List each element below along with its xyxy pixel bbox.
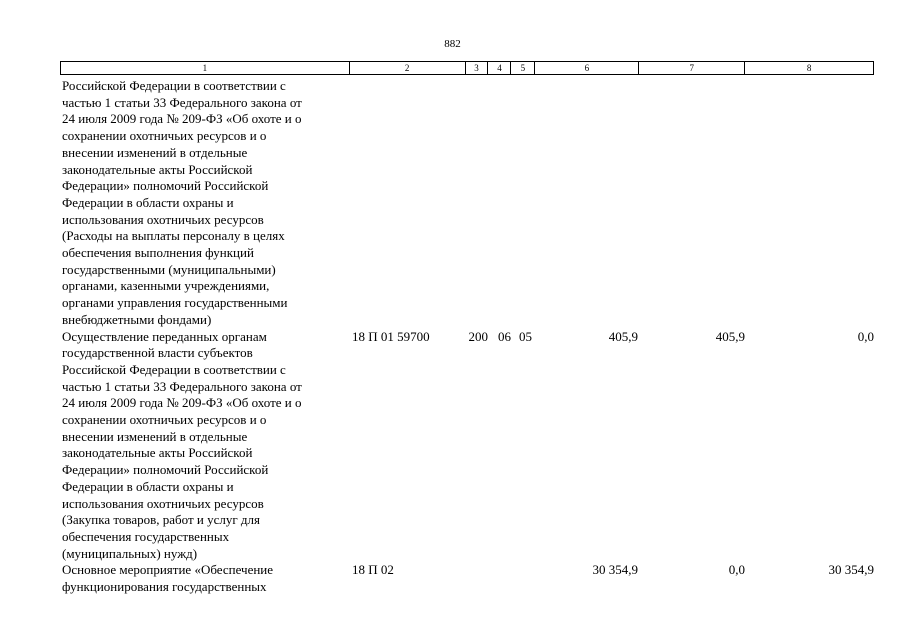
table-row: [60, 562, 880, 595]
row-value-col6: [535, 78, 639, 329]
table-row: [60, 329, 880, 563]
row-rz-cell: 06: [498, 328, 511, 344]
row-value-col8: 0,0: [857, 328, 874, 344]
row-name-line: Федерации в области охраны и: [62, 478, 234, 494]
row-value-col8: [745, 78, 874, 329]
row-name-line: частью 1 статьи 33 Федерального закона от: [62, 94, 302, 110]
row-name-line: Осуществление переданных органам: [62, 328, 267, 344]
header-col-4: 4: [488, 62, 511, 74]
row-pr-cell: [511, 78, 535, 329]
row-value-col6: 405,9: [608, 328, 638, 344]
row-name-line: (муниципальных) нужд): [62, 545, 198, 561]
row-name-line: обеспечения государственных: [62, 528, 230, 544]
row-name-line: Российской Федерации в соответствии с: [62, 78, 286, 93]
row-name-line: законодательные акты Российской: [62, 445, 253, 461]
row-name-line: органами, казенными учреждениями,: [62, 278, 270, 294]
row-name-line: (Закупка товаров, работ и услуг для: [62, 512, 260, 528]
row-value-col7: 0,0: [728, 562, 745, 578]
header-col-8: 8: [745, 62, 874, 74]
row-name-line: (Расходы на выплаты персоналу в целях: [62, 228, 285, 244]
header-col-7: 7: [639, 62, 745, 74]
row-name-line: внебюджетными фондами): [62, 311, 212, 327]
row-name-line: Российской Федерации в соответствии с: [62, 361, 286, 377]
page-number: 882: [444, 38, 461, 50]
row-code-cell: [349, 78, 465, 329]
row-rz-cell: [488, 78, 511, 329]
row-name-line: 24 июля 2009 года № 209-ФЗ «Об охоте и о: [62, 395, 302, 411]
table-row: [60, 78, 880, 329]
row-name-line: сохранении охотничьих ресурсов и о: [62, 128, 267, 144]
row-name-line: использования охотничьих ресурсов: [62, 495, 264, 511]
row-name-cell: [60, 562, 349, 595]
row-vr-cell: 200: [468, 328, 488, 344]
row-name-line: использования охотничьих ресурсов: [62, 211, 264, 227]
table-body: [60, 78, 880, 596]
row-name-line: сохранении охотничьих ресурсов и о: [62, 412, 267, 428]
row-vr-cell: [465, 562, 488, 595]
row-name-line: государственной власти субъектов: [62, 345, 253, 361]
row-code-cell: 18 П 02: [352, 562, 394, 578]
row-value-col8: 30 354,9: [828, 562, 874, 578]
row-value-col7: [639, 78, 745, 329]
row-vr-cell: [465, 78, 488, 329]
header-col-3: 3: [466, 62, 489, 74]
row-name-line: Федерации» полномочий Российской: [62, 178, 269, 194]
row-pr-cell: 05: [519, 328, 532, 344]
row-name-line: внесении изменений в отдельные: [62, 428, 248, 444]
row-name-line: 24 июля 2009 года № 209-ФЗ «Об охоте и о: [62, 111, 302, 127]
header-col-1: 1: [61, 62, 350, 74]
row-name-line: органами управления государственными: [62, 295, 288, 311]
row-name-line: Федерации» полномочий Российской: [62, 462, 269, 478]
row-name-line: государственными (муниципальными): [62, 261, 276, 277]
row-name-cell: [60, 329, 349, 563]
row-code-cell: 18 П 01 59700: [352, 328, 430, 344]
row-name-cell: [60, 78, 349, 329]
row-value-col6: 30 354,9: [592, 562, 638, 578]
row-name-line: Основное мероприятие «Обеспечение: [62, 562, 274, 578]
header-col-5: 5: [511, 62, 535, 74]
row-name-line: Федерации в области охраны и: [62, 194, 234, 210]
row-rz-cell: [488, 562, 511, 595]
header-col-2: 2: [350, 62, 466, 74]
row-name-line: внесении изменений в отдельные: [62, 144, 248, 160]
row-name-line: обеспечения выполнения функций: [62, 245, 254, 261]
row-value-col7: 405,9: [715, 328, 745, 344]
table-header-row: [60, 61, 874, 75]
header-col-6: 6: [535, 62, 639, 74]
row-pr-cell: [511, 562, 535, 595]
row-name-line: функционирования государственных: [62, 579, 267, 595]
row-name-line: законодательные акты Российской: [62, 161, 253, 177]
row-name-line: частью 1 статьи 33 Федерального закона от: [62, 378, 302, 394]
